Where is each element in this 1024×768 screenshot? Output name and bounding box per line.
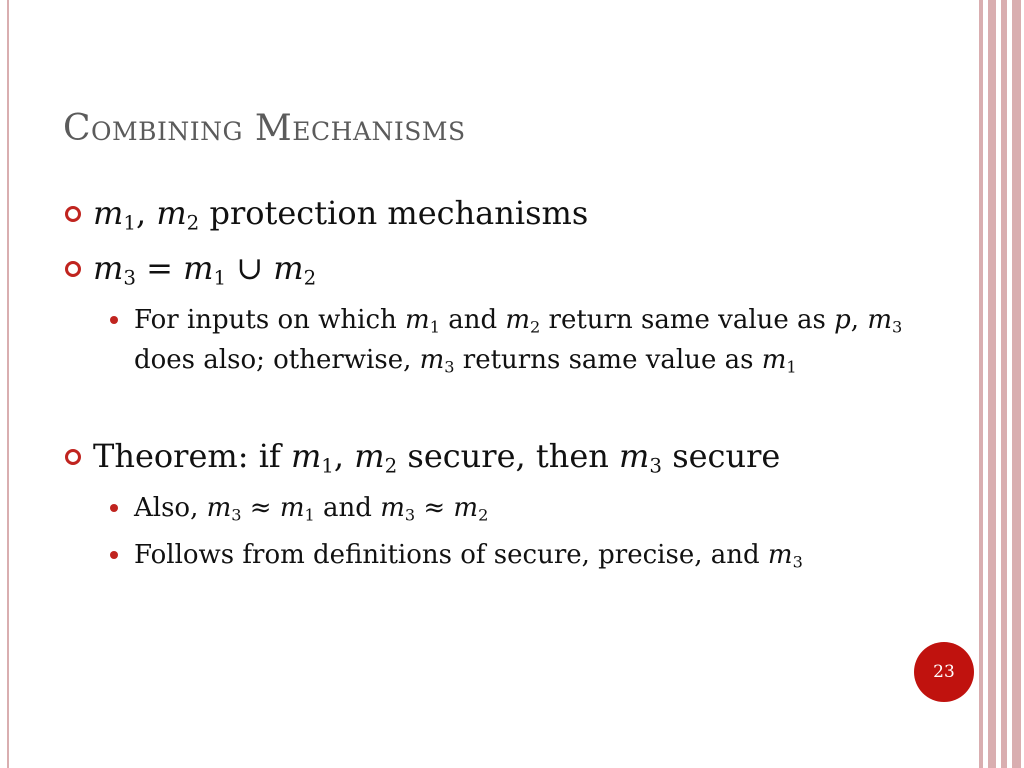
bullet-theorem: Theorem: if $m_1$, $m_2$ secure, then $m_3$ secure xyxy=(93,437,781,478)
slide-title: Combining Mechanisms xyxy=(63,108,466,149)
sub-bullet-also: Also, $m_3 \approx m_1$ and $m_3 \approx m_2$ xyxy=(134,493,489,525)
sub-bullet-marker xyxy=(110,504,118,512)
sub-bullet-marker xyxy=(110,316,118,324)
bullet-marker xyxy=(65,449,81,465)
bullet-marker xyxy=(65,261,81,277)
bullet-protection-mechanisms: $m_1$, $m_2$ protection mechanisms xyxy=(93,194,589,235)
frame-stripe xyxy=(1001,0,1007,768)
frame-stripe xyxy=(1012,0,1021,768)
bullet-m3-union: $m_3 = m_1$ ∪ $m_2$ xyxy=(93,249,317,290)
sub-bullet-follows: Follows from definitions of secure, precise, and $m_3$ xyxy=(134,540,803,572)
right-frame-stripes xyxy=(974,0,1024,768)
page-number-badge: 23 xyxy=(914,642,974,702)
sub-bullet-inputs: For inputs on which $m_1$ and $m_2$ return same value as p, $m_3$ does also; otherwise, $m_3$ returns same value as $m_1$ xyxy=(134,305,903,377)
bullet-marker xyxy=(65,206,81,222)
frame-stripe xyxy=(988,0,996,768)
sub-bullet-marker xyxy=(110,551,118,559)
